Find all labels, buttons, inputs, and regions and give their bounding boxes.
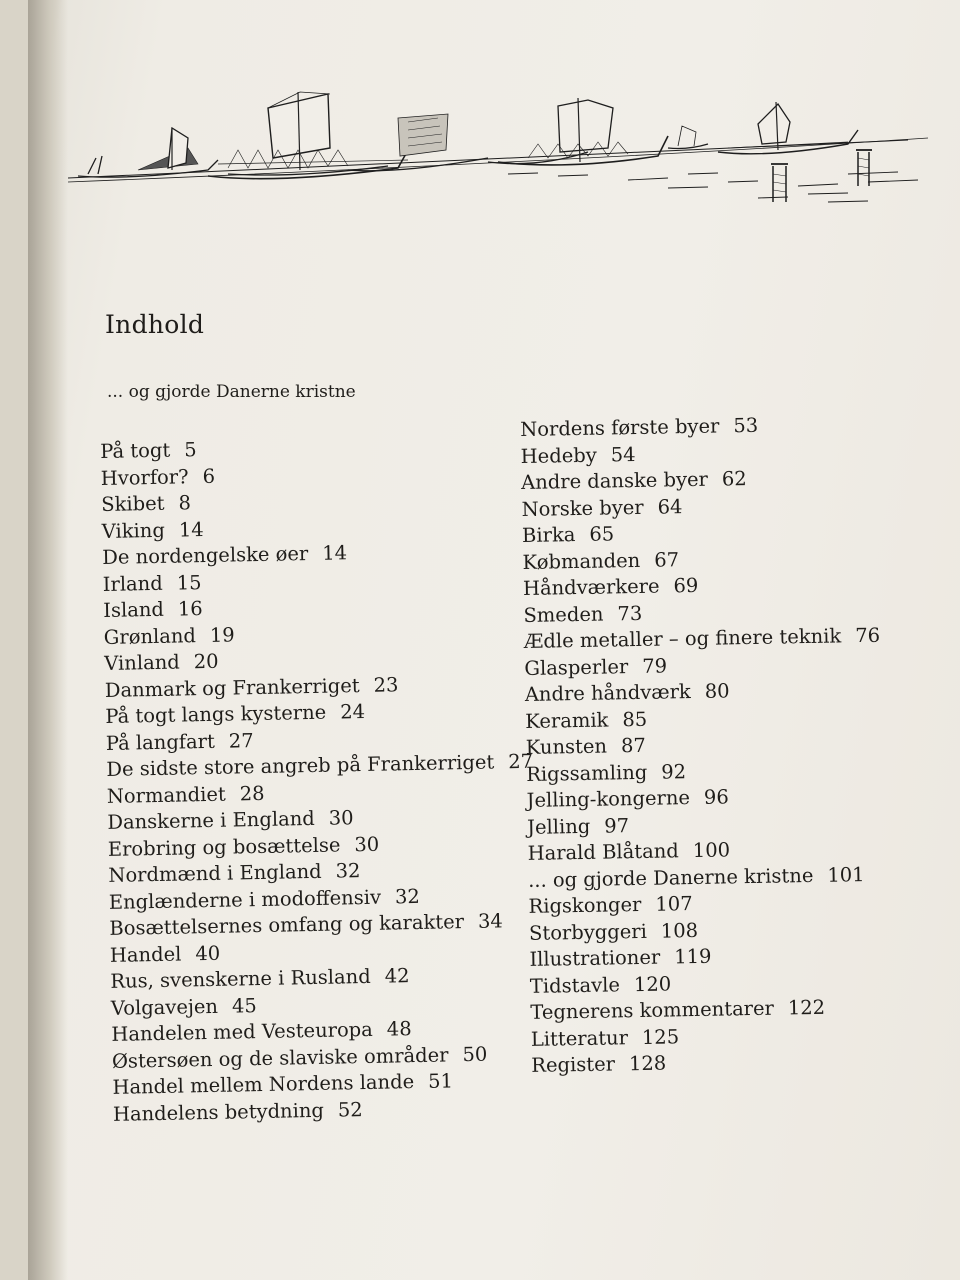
toc-entry-title: Købmanden: [522, 548, 641, 574]
toc-entry-title: Nordmænd i England: [108, 859, 322, 887]
toc-entry-title: Viking: [101, 518, 166, 543]
toc-entry-title: Glasperler: [524, 654, 629, 680]
toc-entry-page: 8: [178, 491, 192, 515]
toc-entry-page: 120: [633, 971, 672, 996]
toc-entry-page: 20: [193, 649, 219, 674]
toc-entry-title: På togt: [100, 438, 171, 463]
toc-entry-page: 107: [655, 892, 693, 916]
toc-entry-title: Tegnerens kommentarer: [530, 996, 775, 1024]
toc-entry-title: Nordens første byer: [520, 414, 720, 441]
toc-entry-page: 53: [733, 413, 759, 438]
toc-entry-title: Register: [531, 1052, 616, 1077]
toc-entry-page: 85: [622, 707, 648, 731]
toc-entry-page: 42: [384, 964, 410, 988]
toc-entry-title: De nordengelske øer: [102, 542, 309, 569]
toc-entry-title: Hvorfor?: [100, 464, 189, 490]
toc-entry-title: Danmark og Frankerriget: [104, 673, 360, 702]
toc-entry-title: På langfart: [105, 729, 216, 755]
toc-entry-page: 96: [703, 785, 729, 809]
toc-entry-title: Volgavejen: [110, 994, 219, 1020]
toc-entry-page: 32: [394, 884, 421, 908]
toc-entry-title: De sidste store angreb på Frankerriget: [106, 750, 495, 781]
toc-entry-title: Handel mellem Nordens lande: [112, 1070, 415, 1099]
toc-entry-title: Normandiet: [106, 782, 226, 808]
toc-entry-page: 79: [642, 653, 668, 678]
toc-entry-page: 30: [354, 832, 380, 856]
toc-entry-title: Norske byer: [521, 495, 644, 521]
toc-entry-title: Englænderne i modoffensiv: [108, 885, 382, 914]
toc-entry-title: Keramik: [525, 708, 609, 733]
toc-right-column: [520, 411, 888, 1080]
toc-entry-page: 122: [787, 995, 826, 1020]
toc-entry-title: Håndværkere: [522, 574, 660, 600]
toc-entry-page: 40: [195, 941, 221, 965]
toc-entry-page: 45: [231, 993, 258, 1018]
toc-left-column: [100, 431, 540, 1128]
toc-entry-title: Hedeby: [520, 443, 597, 468]
toc-entry-page: 73: [617, 601, 643, 625]
toc-entry-title: ... og gjorde Danerne kristne: [527, 863, 814, 892]
toc-entry-page: 6: [202, 464, 216, 488]
toc-entry-title: Harald Blåtand: [527, 839, 679, 865]
toc-entry-page: 19: [209, 622, 235, 647]
toc-entry-page: 125: [641, 1024, 680, 1049]
toc-entry-title: Erobring og bosættelse: [107, 832, 341, 861]
toc-entry-title: Handelen med Vesteuropa: [111, 1017, 374, 1046]
toc-entry-page: 65: [589, 522, 615, 546]
toc-entry-page: 24: [339, 699, 366, 724]
toc-entry-title: Rigskonger: [528, 892, 642, 918]
toc-entry-page: 128: [628, 1051, 667, 1076]
toc-entry-title: Smeden: [523, 602, 604, 627]
toc-entry-page: 97: [604, 813, 630, 838]
toc-entry-page: 54: [610, 442, 636, 466]
toc-entry-title: Storbyggeri: [528, 919, 648, 945]
toc-entry-page: 69: [673, 573, 699, 598]
toc-entry-page: 100: [692, 838, 731, 863]
toc-entry-title: Kunsten: [525, 734, 608, 759]
toc-entry-page: 5: [183, 438, 197, 462]
toc-entry-page: 64: [657, 494, 683, 519]
toc-entry-page: 27: [228, 728, 254, 753]
toc-entry-title: Skibet: [101, 491, 165, 516]
toc-entry-title: Vinland: [104, 650, 180, 675]
toc-entry-page: 32: [335, 859, 361, 883]
toc-entry-title: Jelling-kongerne: [526, 786, 691, 812]
page-gutter-shadow: [28, 0, 68, 1280]
toc-entry-title: Rigssamling: [526, 760, 648, 786]
toc-entry-page: 16: [177, 597, 203, 621]
toc-entry-title: Island: [103, 597, 165, 622]
toc-entry-page: 92: [661, 759, 687, 784]
toc-entry-page: 108: [660, 918, 699, 943]
toc-entry-title: Jelling: [526, 814, 591, 839]
toc-entry-title: Handelens betydning: [112, 1098, 325, 1126]
toc-entry-page: 48: [386, 1017, 412, 1041]
toc-entry-title: Ædle metaller – og finere teknik: [523, 624, 842, 653]
toc-entry-page: 101: [827, 862, 865, 887]
toc-entry-title: Andre danske byer: [520, 467, 709, 494]
toc-entry-page: 51: [427, 1069, 454, 1093]
toc-entry-page: 34: [477, 909, 504, 933]
toc-entry-page: 14: [322, 541, 348, 565]
toc-entry-page: 23: [373, 672, 399, 697]
chapter-epigraph: ... og gjorde Danerne kristne: [107, 382, 356, 402]
toc-entry-page: 87: [620, 733, 646, 758]
toc-entry-page: 15: [176, 570, 202, 595]
toc-entry-title: Irland: [102, 571, 163, 596]
toc-entry-title: Danskerne i England: [107, 806, 315, 834]
toc-entry-title: På togt langs kysterne: [105, 700, 327, 728]
toc-entry-title: Birka: [521, 523, 576, 547]
toc-entry-page: 67: [654, 547, 680, 572]
toc-entry-title: Bosættelsernes omfang og karakter: [109, 910, 465, 940]
page-title: Indhold: [105, 310, 205, 339]
toc-entry-title: Litteratur: [530, 1025, 629, 1051]
toc-entry-page: 28: [239, 781, 265, 805]
toc-entry-title: Illustrationer: [529, 945, 661, 971]
toc-entry-title: Tidstavle: [529, 972, 621, 998]
toc-entry-page: 76: [855, 623, 881, 648]
toc-entry-title: Østersøen og de slaviske områder: [111, 1042, 449, 1073]
toc-entry-page: 80: [704, 679, 730, 703]
toc-entry-page: 14: [178, 517, 204, 542]
toc-entry-page: 62: [721, 467, 747, 491]
toc-entry-page: 30: [328, 806, 354, 830]
toc-entry-page: 27: [508, 749, 534, 774]
toc-entry-page: 119: [674, 944, 712, 969]
toc-entry-title: Grønland: [103, 623, 197, 649]
toc-entry-title: Handel: [109, 942, 182, 967]
viking-ships-illustration: [68, 78, 930, 228]
toc-entry-title: Andre håndværk: [524, 680, 691, 706]
toc-entry-page: 50: [462, 1042, 488, 1066]
toc-entry-page: 52: [337, 1097, 363, 1122]
toc-entry-title: Rus, svenskerne i Rusland: [110, 964, 371, 993]
